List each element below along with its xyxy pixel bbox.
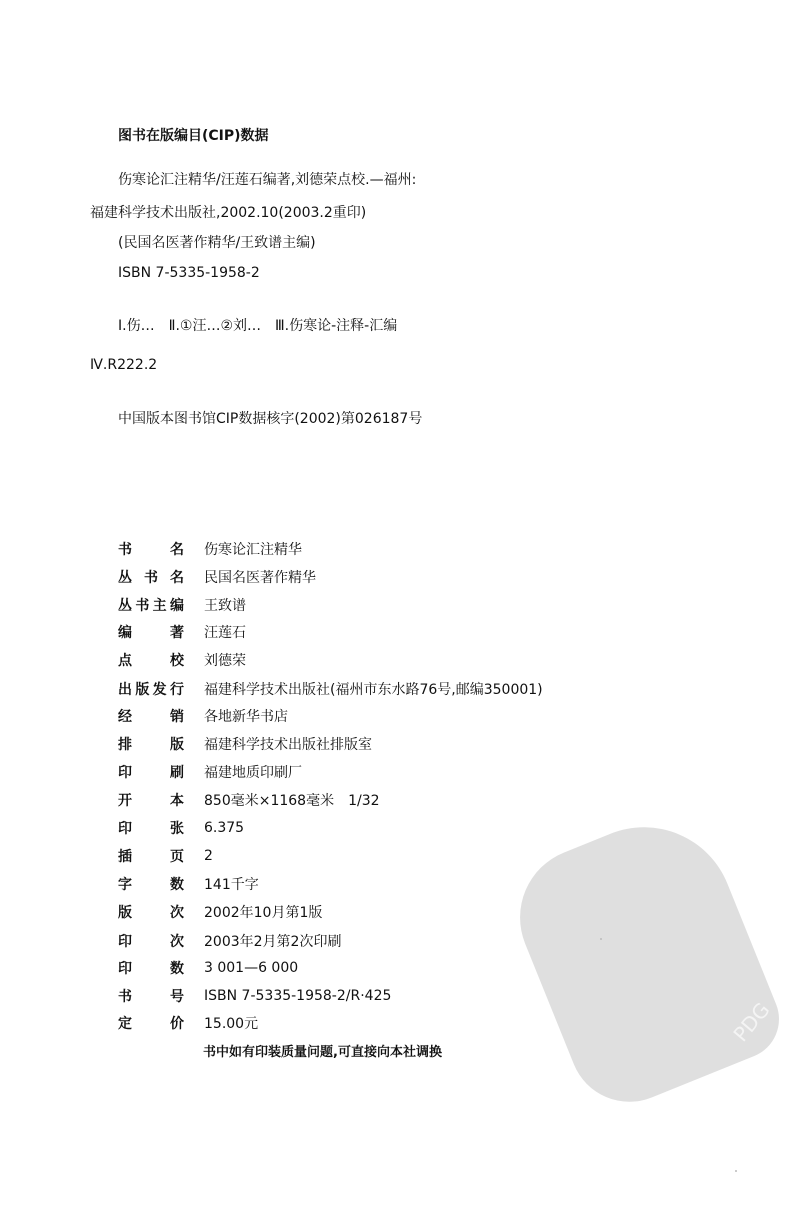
detail-label: 出版发行	[118, 682, 184, 698]
detail-value: 福建地质印刷厂	[204, 765, 302, 781]
watermark-seal	[499, 800, 791, 1120]
detail-row	[118, 622, 246, 642]
detail-value: 民国名医著作精华	[204, 570, 316, 586]
cip-subjects: Ⅰ.伤… Ⅱ.①汪…②刘… Ⅲ.伤寒论-注释-汇编	[118, 318, 398, 334]
detail-row	[118, 706, 288, 726]
detail-value: 刘德荣	[204, 653, 246, 669]
detail-value: 3 001—6 000	[204, 960, 299, 976]
detail-label: 开本	[118, 793, 184, 809]
detail-value: 各地新华书店	[204, 709, 288, 725]
detail-row	[118, 846, 213, 866]
detail-row	[118, 1013, 258, 1033]
cip-classification: Ⅳ.R222.2	[90, 357, 158, 373]
speck	[735, 1170, 737, 1172]
speck	[600, 938, 602, 940]
detail-value: 伤寒论汇注精华	[204, 542, 302, 558]
detail-label: 丛书名	[118, 570, 184, 586]
detail-row	[118, 818, 244, 838]
watermark-pdg: PDG	[728, 997, 775, 1047]
detail-row	[118, 734, 372, 754]
detail-row	[118, 902, 322, 922]
detail-value: 2002年10月第1版	[204, 905, 323, 921]
detail-label: 编著	[118, 625, 184, 641]
detail-label: 点校	[118, 653, 184, 669]
detail-value: 2	[204, 848, 213, 864]
detail-value: ISBN 7-5335-1958-2/R·425	[204, 988, 392, 1004]
detail-label: 印数	[118, 961, 184, 977]
detail-value: 141千字	[204, 877, 259, 893]
detail-label: 插页	[118, 849, 184, 865]
detail-label: 排版	[118, 737, 184, 753]
detail-row	[118, 958, 298, 978]
detail-value: 6.375	[204, 820, 245, 836]
detail-label: 定价	[118, 1016, 184, 1032]
cip-heading: 图书在版编目(CIP)数据	[118, 128, 269, 144]
detail-row	[118, 874, 259, 894]
detail-label: 书名	[118, 542, 184, 558]
detail-label: 丛书主编	[118, 598, 184, 614]
detail-label: 经销	[118, 709, 184, 725]
detail-label: 印张	[118, 821, 184, 837]
detail-label: 字数	[118, 877, 184, 893]
detail-value: 2003年2月第2次印刷	[204, 934, 342, 950]
cip-series: (民国名医著作精华/王致谱主编)	[118, 235, 316, 251]
detail-label: 印刷	[118, 765, 184, 781]
cip-isbn: ISBN 7-5335-1958-2	[118, 265, 260, 281]
cip-line-2: 福建科学技术出版社,2002.10(2003.2重印)	[90, 205, 367, 221]
detail-row	[118, 790, 380, 810]
detail-label: 印次	[118, 934, 184, 950]
detail-value: 850毫米×1168毫米 1/32	[204, 793, 380, 809]
cip-line-1: 伤寒论汇注精华/汪莲石编著,刘德荣点校.—福州:	[118, 172, 417, 188]
detail-label: 书号	[118, 989, 184, 1005]
detail-row	[118, 679, 543, 699]
detail-label: 版次	[118, 905, 184, 921]
detail-value: 15.00元	[204, 1016, 259, 1032]
detail-row	[118, 931, 341, 951]
detail-row	[118, 650, 246, 670]
detail-value: 福建科学技术出版社排版室	[204, 737, 372, 753]
detail-row	[118, 539, 302, 559]
detail-row	[118, 567, 316, 587]
detail-value: 福建科学技术出版社(福州市东水路76号,邮编350001)	[204, 682, 543, 698]
quality-notice: 书中如有印装质量问题,可直接向本社调换	[203, 1045, 442, 1060]
detail-value: 王致谱	[204, 598, 246, 614]
cip-number: 中国版本图书馆CIP数据核字(2002)第026187号	[118, 411, 423, 427]
detail-row	[118, 986, 391, 1006]
detail-row	[118, 595, 246, 615]
detail-row	[118, 762, 302, 782]
detail-value: 汪莲石	[204, 625, 246, 641]
